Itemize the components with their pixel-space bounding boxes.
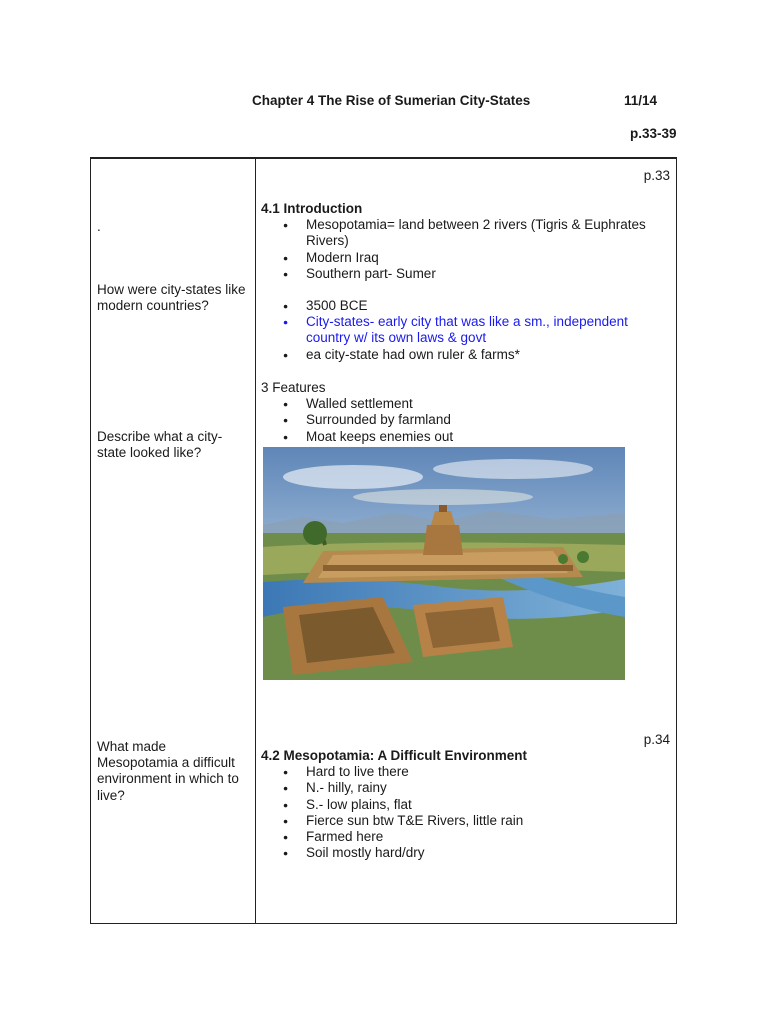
section-4-2 — [261, 748, 671, 861]
list-item: ● ea city-state had own ruler & farms* — [261, 347, 671, 363]
features-block — [261, 380, 671, 445]
list-item: ● Soil mostly hard/dry — [261, 845, 671, 861]
question-city-states-like-countries: How were city-states like modern countries? — [97, 282, 246, 314]
list-item: ● Mesopotamia= land between 2 rivers (Tigris & Euphrates Rivers) — [261, 217, 671, 249]
list-item: ● Moat keeps enemies out — [261, 429, 671, 445]
list-item: ● S.- low plains, flat — [261, 797, 671, 813]
list-item: ● 3500 BCE — [261, 298, 671, 314]
list-item-highlighted: ● City-states- early city that was like a sm., independent country w/ its own laws & govt — [261, 314, 671, 346]
features-title: 3 Features — [261, 380, 326, 395]
list-item: ● Fierce sun btw T&E Rivers, little rain — [261, 813, 671, 829]
page-range: p.33-39 — [630, 126, 677, 141]
page-ref-34: p.34 — [643, 732, 670, 747]
section-4-1 — [261, 201, 671, 282]
page-ref-33: p.33 — [643, 168, 670, 183]
chapter-title: Chapter 4 The Rise of Sumerian City-States — [252, 93, 531, 108]
question-difficult-environment: What made Mesopotamia a difficult environment in which to live? — [97, 739, 239, 803]
list-item: ● Southern part- Sumer — [261, 266, 671, 282]
list-item: ● Farmed here — [261, 829, 671, 845]
question-describe-city-state: Describe what a city-state looked like? — [97, 429, 223, 461]
features-bullets — [261, 396, 671, 445]
question-dot: . — [97, 219, 101, 234]
city-state-bullets — [261, 298, 671, 363]
section-4-2-bullets — [261, 764, 671, 861]
list-item: ● Modern Iraq — [261, 250, 671, 266]
list-item: ● Walled settlement — [261, 396, 671, 412]
date: 11/14 — [624, 93, 658, 108]
section-4-2-title: 4.2 Mesopotamia: A Difficult Environment — [261, 748, 528, 763]
section-4-1-title: 4.1 Introduction — [261, 201, 363, 216]
list-item: ● N.- hilly, rainy — [261, 780, 671, 796]
list-item: ● Surrounded by farmland — [261, 412, 671, 428]
column-divider — [255, 159, 256, 923]
city-state-illustration — [263, 447, 625, 680]
section-4-1-bullets — [261, 217, 671, 282]
list-item: ● Hard to live there — [261, 764, 671, 780]
notes-table — [90, 157, 677, 924]
section-4-1-continued — [261, 298, 671, 363]
